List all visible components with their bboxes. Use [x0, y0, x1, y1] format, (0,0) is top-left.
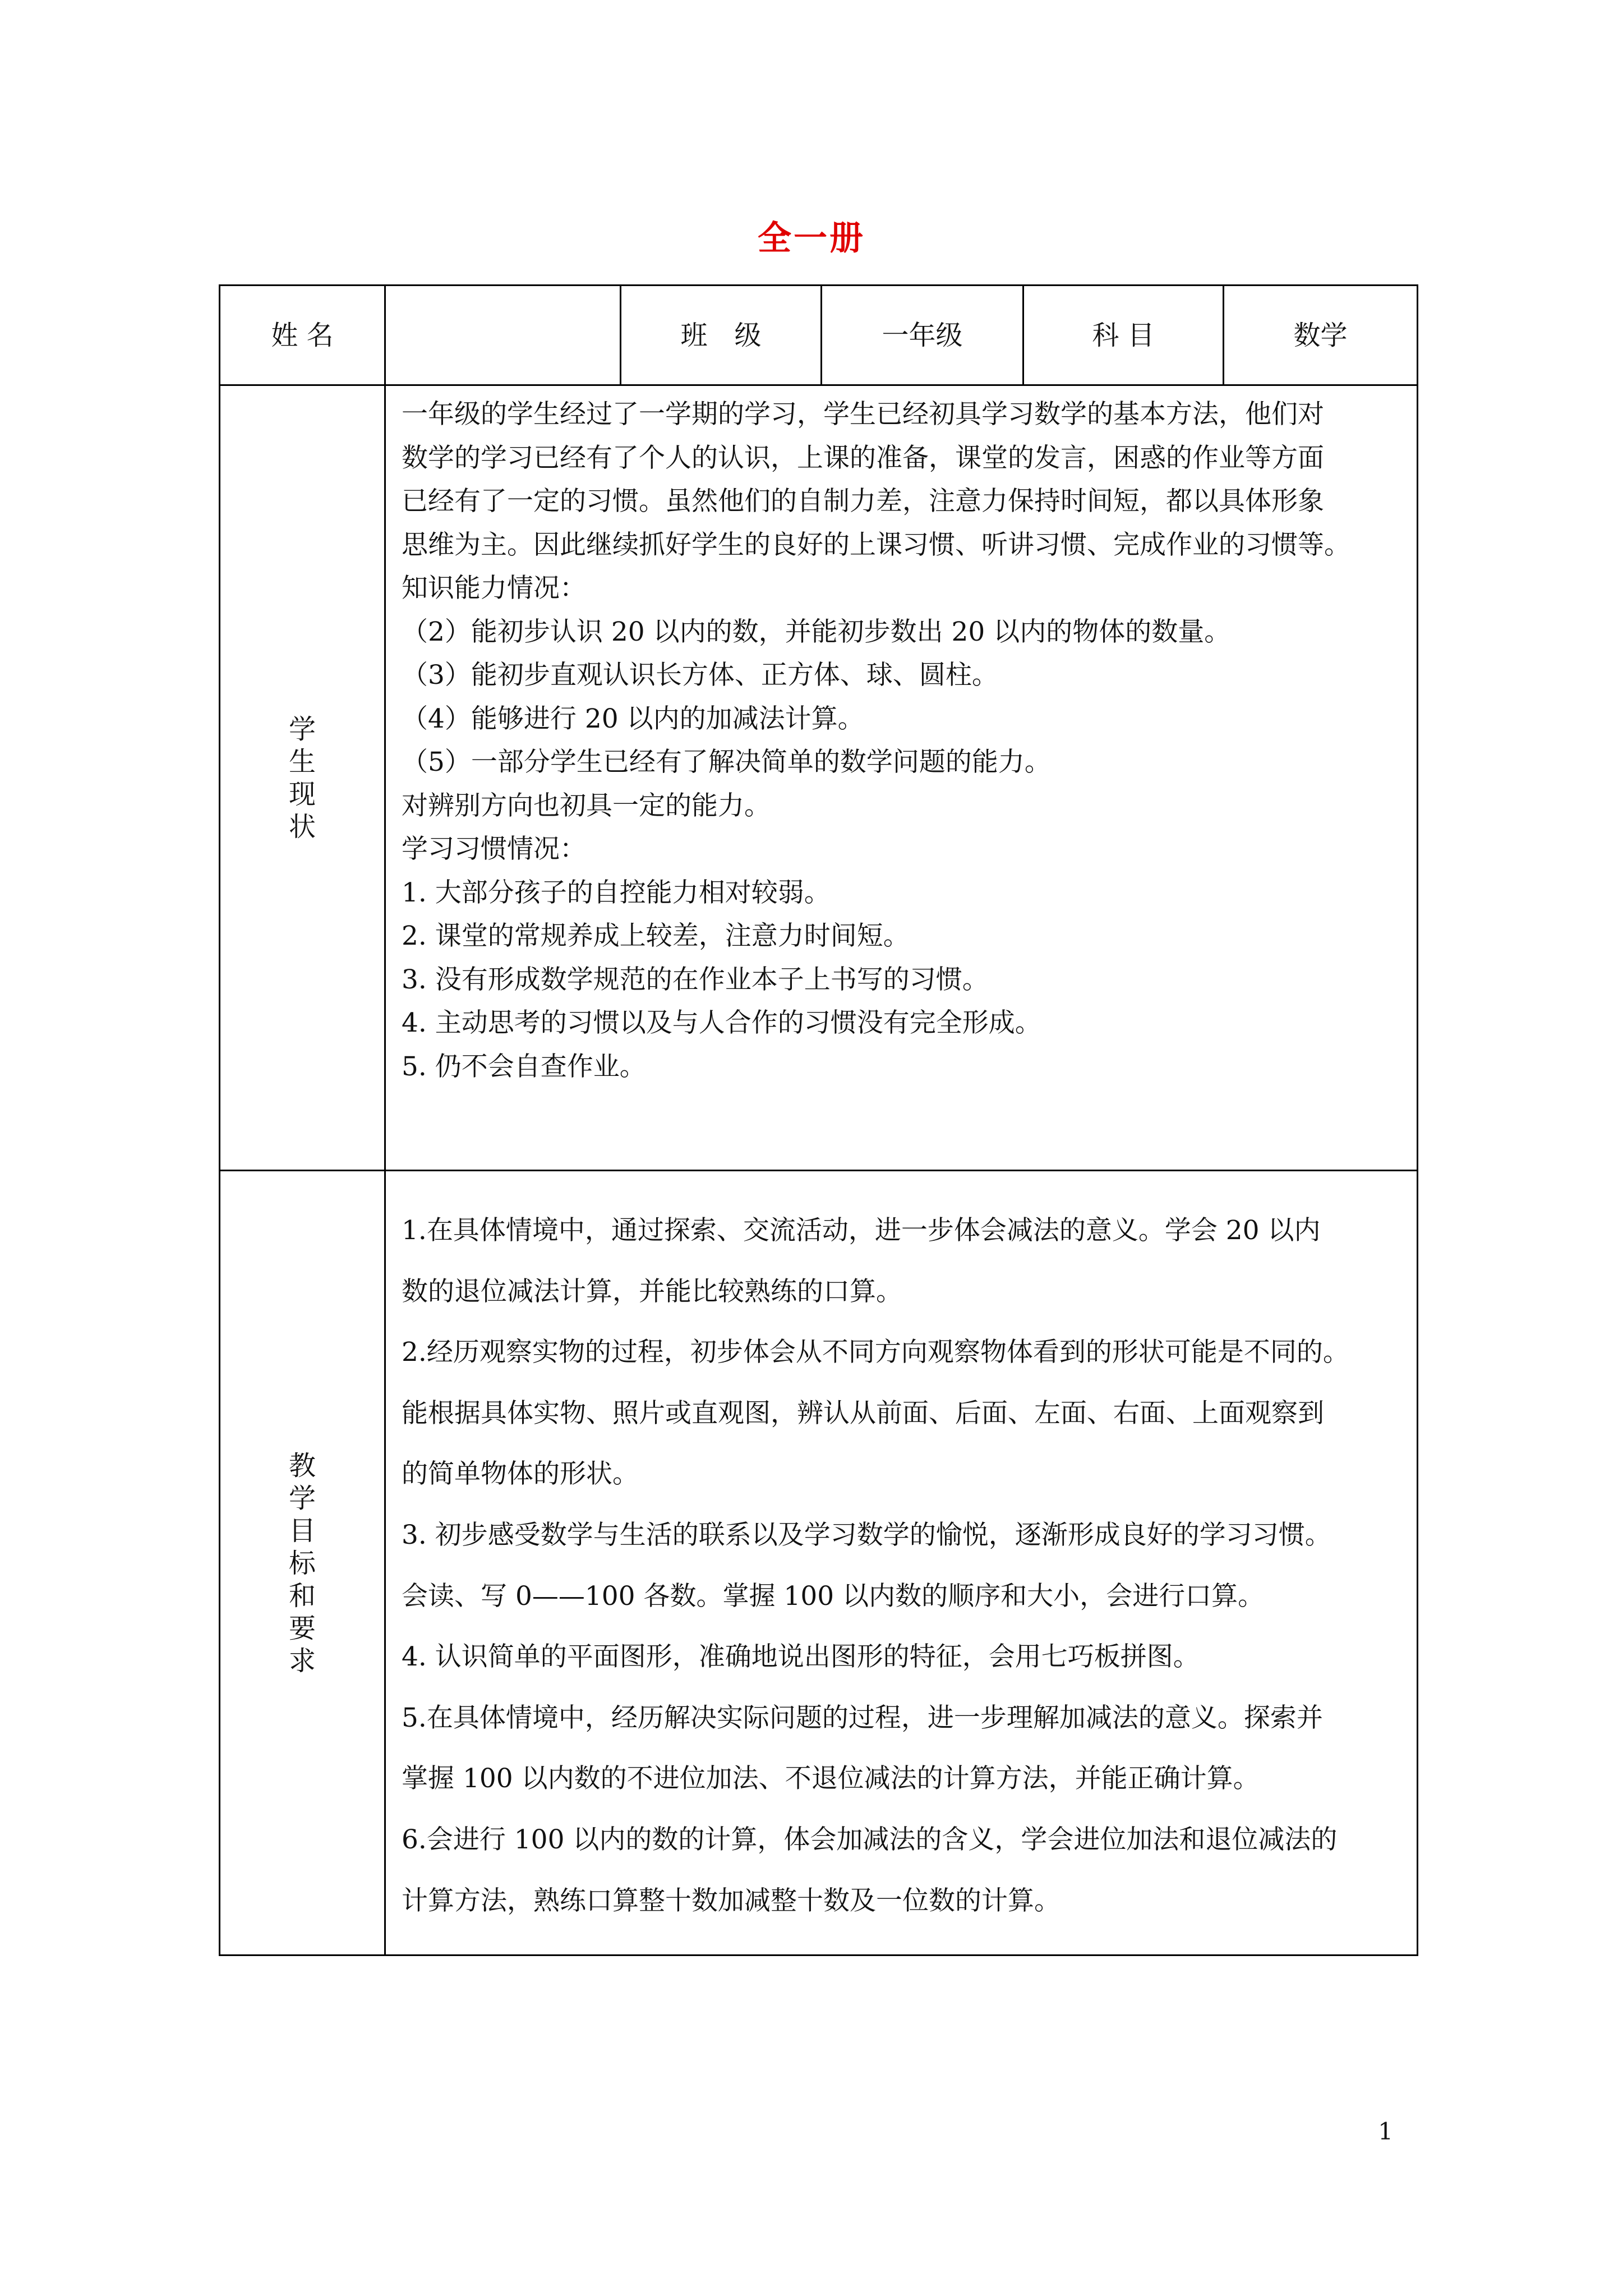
name-label: 姓 名	[271, 319, 334, 351]
page-number: 1	[1378, 2118, 1393, 2145]
status-line: （3）能初步直观认识长方体、正方体、球、圆柱。	[402, 660, 998, 691]
status-line: 已经有了一定的习惯。虽然他们的自制力差，注意力保持时间短，都以具体形象	[402, 486, 1324, 517]
document-title: 全一册	[758, 219, 865, 258]
status-line: 学习习惯情况：	[402, 834, 586, 864]
row-divider	[220, 384, 1417, 386]
status-line: 对辨别方向也初具一定的能力。	[402, 790, 771, 821]
student-status-label: 学 生 现 状	[288, 713, 316, 843]
status-line: 知识能力情况：	[402, 573, 586, 604]
goal-line: 2.经历观察实物的过程，初步体会从不同方向观察物体看到的形状可能是不同的。	[402, 1337, 1349, 1368]
plan-table	[219, 284, 1418, 1956]
goal-line: 4. 认识简单的平面图形，准确地说出图形的特征，会用七巧板拼图。	[402, 1641, 1200, 1673]
student-status-text	[402, 393, 1411, 1088]
teaching-goals-text	[402, 1200, 1411, 1931]
subject-value: 数学	[1293, 319, 1348, 351]
status-line: 1. 大部分孩子的自控能力相对较弱。	[402, 877, 831, 908]
goal-line: 掌握 100 以内数的不进位加法、不退位减法的计算方法，并能正确计算。	[402, 1763, 1260, 1795]
goal-line: 5.在具体情境中，经历解决实际问题的过程，进一步理解加减法的意义。探索并	[402, 1702, 1323, 1733]
class-value: 一年级	[882, 319, 963, 351]
row-divider	[220, 1170, 1417, 1171]
teaching-goals-label: 教 学 目 标 和 要 求	[288, 1450, 316, 1677]
goal-line: 3. 初步感受数学与生活的联系以及学习数学的愉悦，逐渐形成良好的学习习惯。	[402, 1519, 1331, 1550]
status-line: 3. 没有形成数学规范的在作业本子上书写的习惯。	[402, 964, 989, 995]
status-line: 一年级的学生经过了一学期的学习，学生已经初具学习数学的基本方法，他们对	[402, 399, 1324, 430]
status-line: （5）一部分学生已经有了解决简单的数学问题的能力。	[402, 747, 1051, 777]
status-line: 5. 仍不会自查作业。	[402, 1051, 646, 1082]
goal-line: 6.会进行 100 以内的数的计算，体会加减法的含义，学会进位加法和退位减法的	[402, 1824, 1338, 1855]
class-label: 班 级	[680, 319, 762, 351]
status-line: 2. 课堂的常规养成上较差，注意力时间短。	[402, 921, 910, 951]
status-line: （2）能初步认识 20 以内的数，并能初步数出 20 以内的物体的数量。	[402, 616, 1231, 647]
status-line: （4）能够进行 20 以内的加减法计算。	[402, 703, 864, 734]
status-line: 思维为主。因此继续抓好学生的良好的上课习惯、听讲习惯、完成作业的习惯等。	[402, 529, 1350, 560]
name-value	[386, 286, 620, 384]
subject-label: 科 目	[1092, 319, 1155, 351]
status-line: 4. 主动思考的习惯以及与人合作的习惯没有完全形成。	[402, 1007, 1041, 1038]
goal-line: 会读、写 0——100 各数。掌握 100 以内数的顺序和大小，会进行口算。	[402, 1580, 1265, 1612]
goal-line: 能根据具体实物、照片或直观图，辨认从前面、后面、左面、右面、上面观察到	[402, 1397, 1324, 1429]
goal-line: 计算方法，熟练口算整十数加减整十数及一位数的计算。	[402, 1885, 1061, 1916]
status-line: 数学的学习已经有了个人的认识，上课的准备，课堂的发言，困惑的作业等方面	[402, 442, 1324, 473]
goal-line: 的简单物体的形状。	[402, 1458, 639, 1490]
goal-line: 1.在具体情境中，通过探索、交流活动，进一步体会减法的意义。学会 20 以内	[402, 1215, 1321, 1246]
goal-line: 数的退位减法计算，并能比较熟练的口算。	[402, 1276, 902, 1307]
column-divider	[384, 286, 386, 1955]
